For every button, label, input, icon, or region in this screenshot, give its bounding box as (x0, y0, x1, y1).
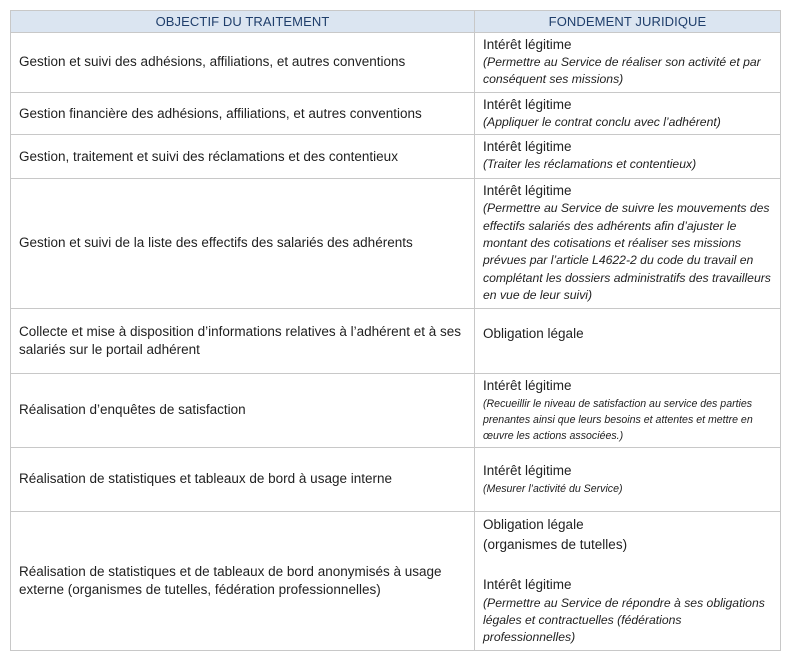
basis-text: Intérêt légitime (483, 96, 572, 112)
basis-note: (Appliquer le contrat conclu avec l’adhérent) (483, 114, 721, 129)
table-row (11, 33, 781, 93)
table-row (11, 135, 781, 179)
basis-note: (Permettre au Service de suivre les mouvements des effectifs salariés des adhérents afin d’ajuster le montant des cotisations et réaliser ses missions prévues par l’article L4622-2 du code du travail en complétant les dossiers administratifs des travailleurs en vue de leur suivi) (483, 201, 771, 303)
table-row (11, 511, 781, 650)
legal-basis-table (10, 10, 781, 651)
basis-text: Obligation légale (483, 516, 584, 532)
header-row (11, 11, 781, 33)
header-legal-basis: FONDEMENT JURIDIQUE (475, 11, 781, 33)
table-row (11, 308, 781, 373)
purpose-cell: Gestion et suivi de la liste des effectifs des salariés des adhérents (11, 179, 475, 308)
purpose-cell: Gestion, traitement et suivi des réclamations et des contentieux (11, 135, 475, 179)
basis-text: Intérêt légitime (483, 462, 572, 478)
basis-cell (475, 135, 781, 179)
basis-cell (475, 33, 781, 93)
table-row (11, 373, 781, 447)
basis-cell (475, 511, 781, 650)
purpose-cell: Collecte et mise à disposition d’informations relatives à l’adhérent et à ses salariés sur le portail adhérent (11, 308, 475, 373)
basis-note: (Permettre au Service de répondre à ses obligations légales et contractuelles (fédérations professionnelles) (483, 595, 765, 645)
table-row (11, 447, 781, 511)
basis-subtext: (organismes de tutelles) (483, 536, 628, 552)
basis-note: (Permettre au Service de réaliser son activité et par conséquent ses missions) (483, 55, 761, 87)
basis-text-secondary: Intérêt légitime (483, 576, 572, 592)
purpose-cell: Gestion et suivi des adhésions, affiliations, et autres conventions (11, 33, 475, 93)
basis-cell (475, 308, 781, 373)
basis-text: Intérêt légitime (483, 377, 572, 393)
basis-note: (Recueillir le niveau de satisfaction au service des parties prenantes ainsi que leurs besoins et attentes et mettre en œuvre les actions associées.) (483, 397, 753, 442)
header-purpose: OBJECTIF DU TRAITEMENT (11, 11, 475, 33)
basis-text: Intérêt légitime (483, 37, 572, 52)
table-row (11, 92, 781, 134)
table-row (11, 179, 781, 308)
basis-cell (475, 373, 781, 447)
purpose-cell: Gestion financière des adhésions, affiliations, et autres conventions (11, 92, 475, 134)
basis-note: (Mesurer l’activité du Service) (483, 482, 623, 495)
purpose-cell: Réalisation de statistiques et tableaux de bord à usage interne (11, 447, 475, 511)
basis-note: (Traiter les réclamations et contentieux) (483, 157, 697, 172)
basis-text: Intérêt légitime (483, 139, 572, 155)
basis-cell (475, 447, 781, 511)
purpose-cell: Réalisation d’enquêtes de satisfaction (11, 373, 475, 447)
basis-cell (475, 92, 781, 134)
purpose-cell: Réalisation de statistiques et de tableaux de bord anonymisés à usage externe (organismes de tutelles, fédération professionnelles) (11, 511, 475, 650)
basis-cell (475, 179, 781, 308)
basis-text: Obligation légale (483, 325, 584, 341)
basis-text: Intérêt légitime (483, 183, 572, 199)
